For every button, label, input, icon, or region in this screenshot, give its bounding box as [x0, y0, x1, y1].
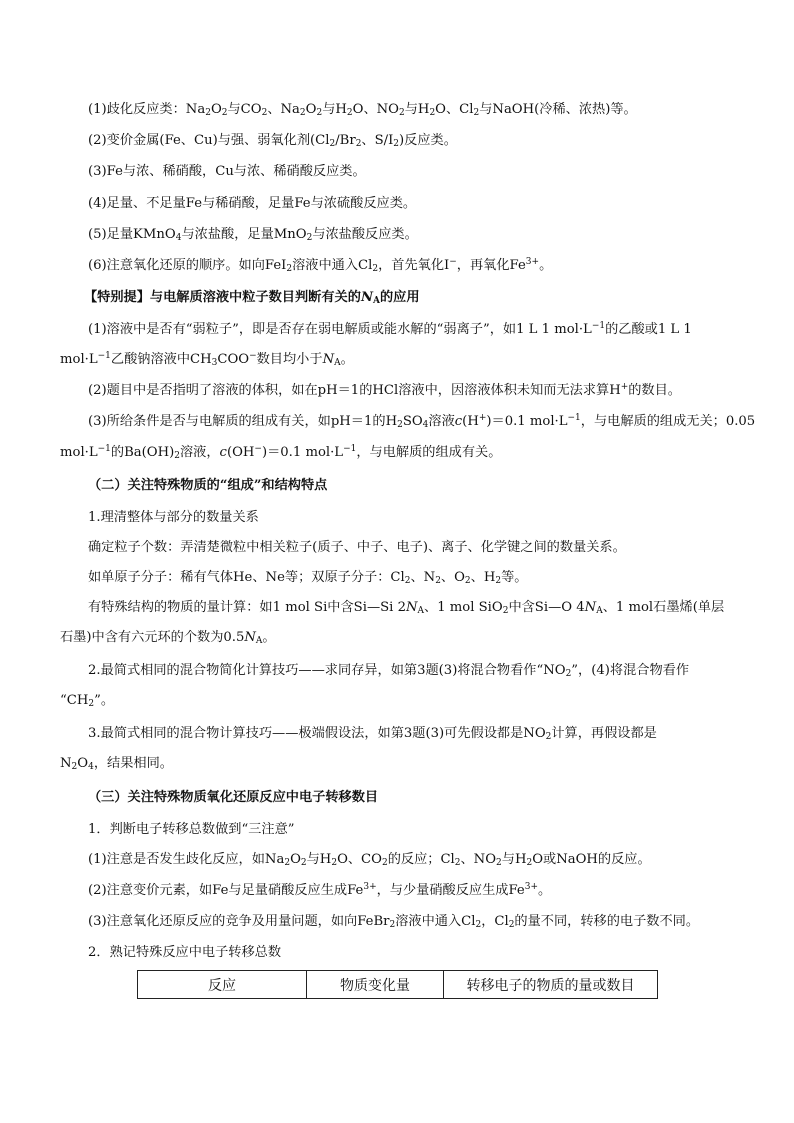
table-header-row: [138, 971, 658, 999]
paragraph-volume: (2)题目中是否指明了溶液的体积，如在pH＝1的HCl溶液中，因溶液体积未知而无法求算H+的数目。: [88, 382, 681, 398]
subheading-three-notes: 1．判断电子转移总数做到“三注意”: [88, 822, 295, 837]
paragraph-weak-particles-1: (1)溶液中是否有“弱粒子”，即是否存在弱电解质或能水解的“弱离子”，如1 L 1 $mol\cdot L^{-1}$的乙酸或1 L 1: [88, 321, 692, 337]
section-heading-3: （三）关注特殊物质氧化还原反应中电子转移数目: [88, 790, 379, 805]
paragraph-excess-fe: (4)足量、不足量Fe与稀硝酸，足量Fe与浓硫酸反应类。: [88, 196, 417, 211]
paragraph-variable-valence-metal: (2)变价金属(Fe、Cu)与强、弱氧化剂($Cl_2/Br_2$、$S/I_2$)反应类。: [88, 133, 457, 149]
paragraph-note-competition: (3)注意氧化还原反应的竞争及用量问题，如向FeBr$_2$溶液中通入$Cl_2$，$Cl_2$的量不同，转移的电子数不同。: [88, 914, 700, 930]
electron-transfer-table: [137, 970, 658, 999]
paragraph-note-disproportionation: (1)注意是否发生歧化反应，如$Na_2O_2$与$H_2O$、$CO_2$的反应；$Cl_2$、$NO_2$与$H_2O$或NaOH的反应。: [88, 852, 651, 868]
paragraph-molecules: 如单原子分子：稀有气体He、Ne等；双原子分子：$Cl_2$、$N_2$、$O_2$、$H_2$等。: [88, 570, 528, 586]
paragraph-redox-order: (6)注意氧化还原的顺序。如向FeI$_2$溶液中通入$Cl_2$，首先氧化I−，再氧化$Fe^{3+}$。: [88, 257, 553, 274]
section-heading-2: （二）关注特殊物质的“组成”和结构特点: [88, 478, 328, 493]
subheading-electron-transfer: 2．熟记特殊反应中电子转移总数: [88, 945, 282, 960]
paragraph-special-structure-2: 石墨)中含有六元环的个数为$0.5N_A$。: [60, 630, 276, 646]
paragraph-simplest-formula-1: 2.最简式相同的混合物简化计算技巧——求同存异，如第3题(3)将混合物看作“$NO_2$”，(4)将混合物看作: [88, 663, 690, 679]
paragraph-special-structure-1: 有特殊结构的物质的量计算：如1 mol Si中含Si—Si $2N_A$、1 mol SiO$_2$中含Si—O $4N_A$、1 mol石墨烯(单层: [88, 600, 725, 616]
paragraph-composition-1: (3)所给条件是否与电解质的组成有关，如pH＝1的$H_2SO_4$溶液c(H+)＝0.1 $mol\cdot L^{-1}$，与电解质的组成无关；0.05: [88, 413, 756, 430]
paragraph-disproportionation: (1)歧化反应类：$Na_2O_2$与$CO_2$、$Na_2O_2$与$H_2O$、$NO_2$与$H_2O$、$Cl_2$与NaOH(冷稀、浓热)等。: [88, 102, 637, 118]
paragraph-extreme-assumption-2: $N_2O_4$，结果相同。: [60, 756, 173, 772]
subheading-whole-part: 1.理清整体与部分的数量关系: [88, 510, 259, 525]
paragraph-particle-count: 确定粒子个数：弄清楚微粒中相关粒子(质子、中子、电子)、离子、化学键之间的数量关系。: [88, 540, 626, 555]
paragraph-weak-particles-2: $mol\cdot L^{-1}$乙酸钠溶液中$CH_3COO^-$数目均小于$N_A$。: [60, 351, 354, 368]
paragraph-note-variable-valence: (2)注意变价元素，如Fe与足量硝酸反应生成$Fe^{3+}$，与少量硝酸反应生成$Fe^{3+}$。: [88, 882, 552, 898]
table-header-reaction: 反应: [138, 971, 307, 999]
paragraph-extreme-assumption-1: 3.最简式相同的混合物计算技巧——极端假设法，如第3题(3)可先假设都是$NO_2$计算，再假设都是: [88, 726, 657, 742]
special-tip-heading: 【特别提】与电解质溶液中粒子数目判断有关的$N_A$的应用: [84, 290, 420, 306]
table-header-substance-change: 物质变化量: [307, 971, 444, 999]
paragraph-kmno4: (5)足量KMnO$_4$与浓盐酸，足量MnO$_2$与浓盐酸反应类。: [88, 227, 418, 243]
paragraph-simplest-formula-2: “$CH_2$”。: [60, 693, 115, 709]
table-header-electrons: 转移电子的物质的量或数目: [444, 971, 658, 999]
paragraph-composition-2: $mol\cdot L^{-1}$的$Ba(OH)_2$溶液，c(OH−)＝0.1 $mol\cdot L^{-1}$，与电解质的组成有关。: [60, 444, 502, 461]
paragraph-nitric-acid: (3)Fe与浓、稀硝酸，Cu与浓、稀硝酸反应类。: [88, 164, 366, 179]
